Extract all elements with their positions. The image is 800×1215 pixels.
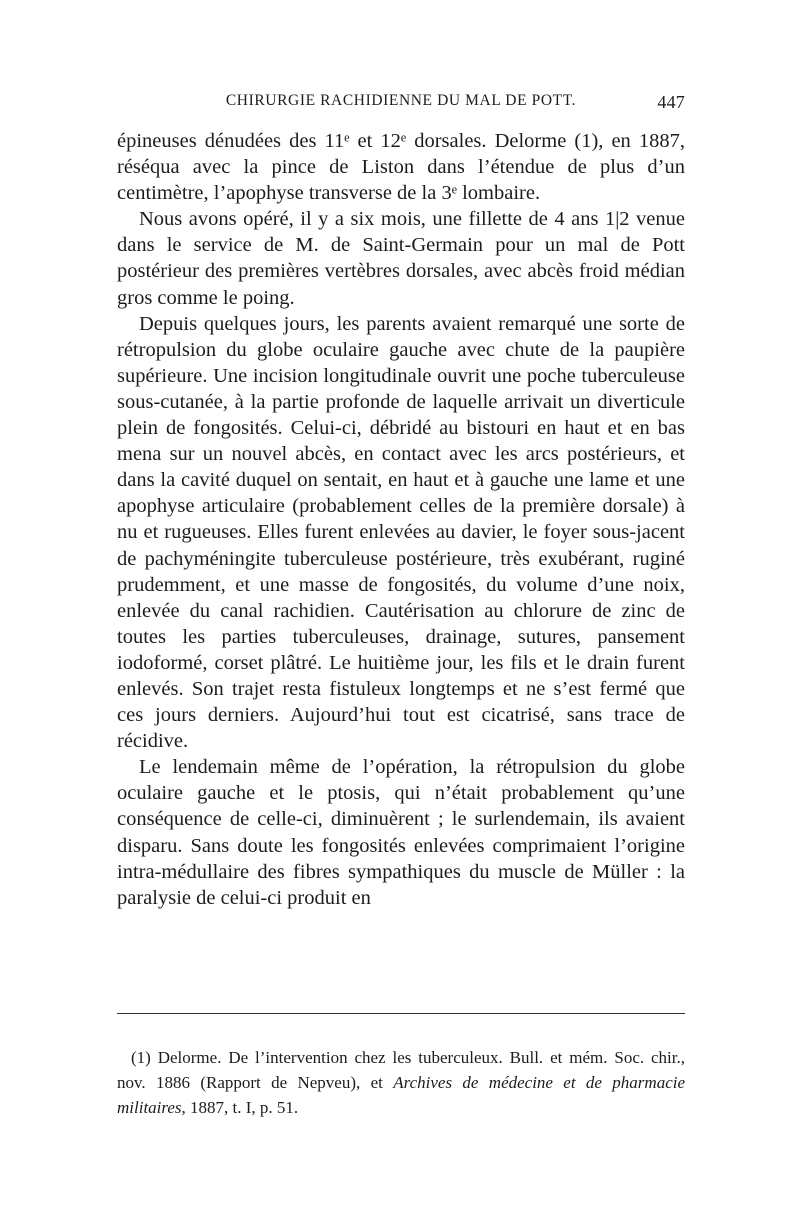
footnote-divider [117,1013,685,1014]
book-page [117,0,685,1215]
running-head [117,92,685,116]
body-text [117,128,685,911]
page-number: 447 [657,92,685,112]
footnote-text-end: , 1887, t. I, p. 51. [181,1098,299,1117]
running-title: CHIRURGIE RACHIDIENNE DU MAL DE POTT. [225,92,577,109]
footnote [117,1045,685,1120]
paragraph-4: Le lendemain même de l’opération, la rétropulsion du globe oculaire gauche et le ptosis, qui n’était probablement qu’une conséquence de celle-ci, diminuèrent ; le surlendemain, ils avaient disparu. Sans doute les fongosités enlevées comprimaient l’origine intra-médullaire des fibres sympathiques du muscle de Müller : la paralysie de celui-ci produit en [117,756,685,909]
paragraph-1: épineuses dénudées des 11ᵉ et 12ᵉ dorsales. Delorme (1), en 1887, réséqua avec la pince de Liston dans l’étendue de plus d’un centimètre, l’apophyse transverse de la 3ᵉ lombaire. [117,130,685,205]
footnote-text-start: (1) Delorme. De l’intervention chez les tuberculeux. Bull. et mém. Soc. chir., nov. 1886 (Rapport de Nepveu), et [117,1048,685,1092]
paragraph-3: Depuis quelques jours, les parents avaient remarqué une sorte de rétropulsion du globe oculaire gauche avec chute de la paupière supérieure. Une incision longitudinale ouvrit une poche tuberculeuse sous-cutanée, à la partie profonde de laquelle arrivait un diverticule plein de fongosités. Celui-ci, débridé au bistouri en haut et en bas mena sur un nouvel abcès, en contact avec les arcs postérieurs, et dans la cavité duquel on sentait, en haut et à gauche une lame et une apophyse articulaire (probablement celles de la première dorsale) à nu et rugueuses. Elles furent enlevées au davier, le foyer sous-jacent de pachyméningite tuberculeuse postérieure, très exubérant, ruginé prudemment, et une masse de fongosités, du volume d’une noix, enlevée du canal rachidien. Cautérisation au chlorure de zinc de toutes les parties tuberculeuses, drainage, sutures, pansement iodoformé, corset plâtré. Le huitième jour, les fils et le drain furent enlevés. Son trajet resta fistuleux longtemps et ne s’est fermé que ces jours derniers. Aujourd’hui tout est cicatrisé, sans trace de récidive. [117,312,685,753]
footnote-journal-title: Archives de médecine et de pharmacie militaires [117,1073,686,1117]
paragraph-2: Nous avons opéré, il y a six mois, une fillette de 4 ans 1|2 venue dans le service de M. de Saint-Germain pour un mal de Pott postérieur des premières vertèbres dorsales, avec abcès froid médian gros comme le poing. [117,208,685,309]
footnote-1 [117,1045,685,1120]
